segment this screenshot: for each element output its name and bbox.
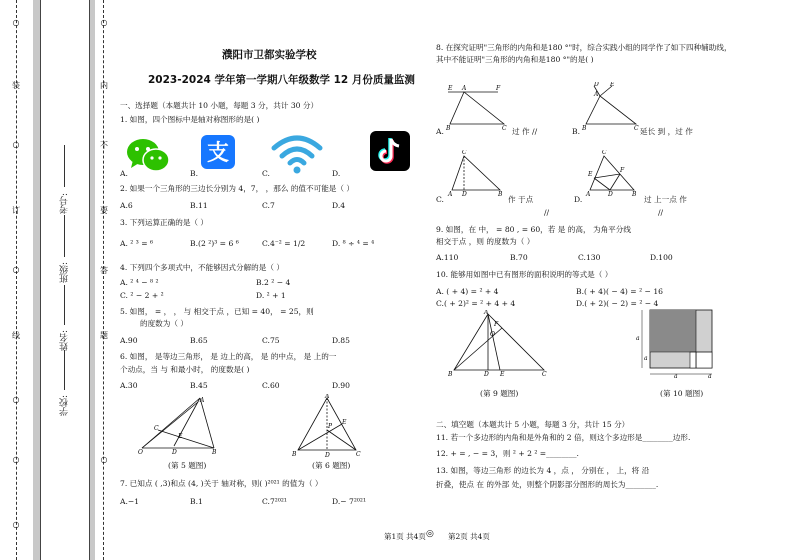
- cut-char: 内: [100, 81, 108, 90]
- cut-char: 题: [100, 331, 108, 340]
- svg-text:C: C: [634, 125, 639, 132]
- svg-text:C: C: [542, 371, 547, 378]
- svg-text:E: E: [500, 371, 505, 378]
- q5-option-d: D.85: [332, 336, 350, 345]
- figure-q8-c: [446, 150, 506, 200]
- q8-option-b: 延长 到 ，过 作: [640, 127, 693, 136]
- q12-stem: 12. + = , − = 3，则 ² + 2 ² =________.: [436, 449, 579, 458]
- q2-option-c: C.7: [262, 201, 275, 210]
- q9-option-a: A.110: [436, 253, 459, 262]
- cut-mark: ○: [12, 18, 20, 27]
- figure-q8-d: [584, 150, 644, 200]
- exam-no-label: 考号:: [60, 193, 70, 215]
- svg-text:O: O: [138, 449, 143, 456]
- svg-text:F: F: [620, 167, 625, 174]
- q3-stem: 3. 下列运算正确的是（ ）: [120, 218, 209, 227]
- q1-option-a: A.: [120, 169, 128, 178]
- wechat-icon: [125, 136, 171, 178]
- q8-option-c-letter: C.: [436, 195, 444, 204]
- svg-text:D: D: [608, 191, 613, 196]
- cut-mark: ○: [12, 455, 20, 464]
- cut-mark: ○: [12, 265, 20, 274]
- cut-mark: ○: [12, 520, 20, 529]
- q8-stem-2: 其中不能证明"三角形的内角和是180 °"的是( ): [436, 55, 594, 64]
- svg-text:D: D: [484, 371, 489, 378]
- footer-page-left: 第1页 共4页: [384, 532, 426, 541]
- svg-text:B: B: [292, 451, 297, 458]
- svg-text:E: E: [448, 85, 453, 92]
- q4-option-d: D. ² + 1: [256, 291, 286, 300]
- cut-mark: ○: [100, 455, 108, 464]
- svg-text:D: D: [594, 82, 599, 88]
- svg-text:A: A: [484, 310, 489, 316]
- q9-option-d: D.100: [650, 253, 673, 262]
- cut-char: 订: [12, 206, 20, 215]
- svg-text:A: A: [586, 191, 591, 196]
- svg-text:A: A: [462, 85, 467, 92]
- svg-text:B: B: [582, 125, 587, 132]
- cut-mark: ○: [12, 140, 20, 149]
- cut-mark: ○: [12, 395, 20, 404]
- q6-option-b: B.45: [190, 381, 208, 390]
- q7-option-d: D.− 7²⁰²¹: [332, 497, 367, 506]
- svg-text:P: P: [328, 423, 333, 430]
- figure-q9: [448, 310, 548, 382]
- svg-text:C: C: [602, 150, 607, 156]
- svg-text:a: a: [636, 335, 640, 342]
- q8-option-c: 作 于点: [508, 195, 534, 204]
- svg-text:a: a: [674, 373, 678, 378]
- svg-text:A: A: [325, 394, 330, 400]
- figure-q8-a: [444, 82, 508, 136]
- name-blank: [64, 285, 65, 325]
- svg-text:B: B: [632, 191, 637, 196]
- q4-option-c: C. ² − 2 + ²: [120, 291, 164, 300]
- svg-text:D: D: [325, 452, 330, 459]
- svg-text:C: C: [356, 451, 361, 458]
- svg-text:B: B: [212, 449, 217, 456]
- svg-text:D: D: [172, 449, 177, 456]
- svg-text:B: B: [448, 371, 453, 378]
- cut-mark: ○: [100, 18, 108, 27]
- figure-q5: [138, 396, 218, 460]
- q13-stem-1: 13. 如图，等边三角形 的边长为 4 ，点 ， 分别在 ， 上，将 沿: [436, 466, 650, 475]
- school-label: 学校:: [60, 395, 70, 417]
- q10-stem: 10. 能够用如图中已有图形的面积说明的等式是（ ）: [436, 270, 613, 279]
- q4-option-b: B.2 ² − 4: [256, 278, 291, 287]
- q1-stem: 1. 如图，四个图标中是轴对称图形的是( ): [120, 115, 260, 124]
- q2-stem: 2. 如果一个三角形的三边长分别为 4，7， ，那么 的值不可能是（ ）: [120, 184, 355, 193]
- q9-option-b: B.70: [510, 253, 528, 262]
- exam-no-blank: [64, 145, 65, 187]
- q3-option-c: C.4⁻² = 1/2: [262, 239, 306, 248]
- class-label: 班级:: [60, 262, 70, 284]
- q10-option-b: B.( + 4)( − 4) = ² − 16: [576, 287, 663, 296]
- q5-stem-2: 的度数为（ ）: [140, 319, 188, 328]
- q6-stem-2: 个动点，当 与 和最小时， 的度数是( ): [120, 365, 250, 374]
- figure-q8-b: [580, 82, 640, 136]
- svg-text:O: O: [490, 331, 495, 338]
- svg-text:F: F: [496, 85, 501, 92]
- q10-option-c: C.( + 2)² = ² + 4 + 4: [436, 299, 516, 308]
- q8-option-c-parallel: //: [544, 208, 550, 217]
- q6-stem-1: 6. 如图， 是等边三角形， 是 边上的高， 是 的中点， 是 上的一: [120, 352, 337, 361]
- exam-title: 2023-2024 学年第一学期八年级数学 12 月份质量监测: [148, 74, 415, 86]
- section2-heading: 二、填空题（本题共计 5 小题，每题 3 分，共计 15 分）: [436, 420, 630, 429]
- svg-text:C: C: [462, 150, 467, 156]
- svg-text:D: D: [462, 191, 467, 196]
- q3-option-b: B.(2 ²)³ = 6 ⁶: [190, 239, 239, 248]
- figure-q10: [634, 306, 718, 382]
- svg-text:E: E: [342, 419, 347, 426]
- figure-q9-caption: (第 9 题图): [480, 389, 519, 398]
- figure-q6-caption: (第 6 题图): [312, 461, 351, 470]
- cut-char: 线: [12, 331, 20, 340]
- cut-char: 不: [100, 141, 108, 150]
- q2-option-a: A.6: [120, 201, 133, 210]
- svg-text:a: a: [708, 373, 712, 378]
- q8-option-d-letter: D.: [574, 195, 583, 204]
- svg-text:C: C: [154, 425, 159, 432]
- class-blank: [64, 215, 65, 257]
- q9-stem-1: 9. 如图，在 中， = 80 , = 60，若 是 的高， 为角平分线: [436, 225, 631, 234]
- q6-option-d: D.90: [332, 381, 350, 390]
- q3-option-d: D. ⁸ ÷ ⁴ = ⁴: [332, 239, 375, 248]
- footer-page-right: 第2页 共4页: [448, 532, 490, 541]
- q5-option-b: B.65: [190, 336, 208, 345]
- tiktok-icon: [370, 131, 410, 175]
- name-label: 姓名:: [60, 330, 70, 352]
- q4-stem: 4. 下列四个多项式中，不能够因式分解的是（ ）: [120, 263, 284, 272]
- q8-option-d-parallel: //: [658, 208, 664, 217]
- q9-stem-2: 相交于点 ，则 的度数为（ ）: [436, 237, 535, 246]
- q6-option-c: C.60: [262, 381, 280, 390]
- svg-text:A: A: [200, 397, 205, 404]
- school-blank: [64, 350, 65, 390]
- q8-option-d: 过 上一点 作: [644, 195, 687, 204]
- q8-option-a-letter: A.: [436, 127, 444, 136]
- figure-q6: [292, 394, 362, 464]
- q6-option-a: A.30: [120, 381, 138, 390]
- q2-option-b: B.11: [190, 201, 208, 210]
- q5-option-a: A.90: [120, 336, 138, 345]
- wifi-icon: [270, 132, 324, 178]
- svg-text:支: 支: [206, 141, 230, 166]
- cut-char: 要: [100, 206, 108, 215]
- q1-option-d: D.: [332, 169, 341, 178]
- q1-option-b: B.: [190, 169, 198, 178]
- svg-text:A: A: [594, 91, 599, 98]
- q7-option-b: B.1: [190, 497, 203, 506]
- svg-text:C: C: [502, 125, 507, 132]
- q11-stem: 11. 若一个多边形的内角和是外角和的 2 倍，则这个多边形是________边形.: [436, 433, 691, 442]
- q2-option-d: D.4: [332, 201, 346, 210]
- svg-text:F: F: [494, 321, 499, 328]
- q8-option-a: 过 作 //: [512, 127, 538, 136]
- svg-text:B: B: [446, 125, 451, 132]
- q10-option-a: A. ( + 4) = ² + 4: [436, 287, 499, 296]
- q10-option-d: D.( + 2)( − 2) = ² − 4: [576, 299, 659, 308]
- q7-option-a: A.−1: [120, 497, 140, 506]
- svg-text:B: B: [498, 191, 503, 196]
- q5-option-c: C.75: [262, 336, 280, 345]
- q8-option-b-letter: B.: [572, 127, 580, 136]
- q7-option-c: C.7²⁰²¹: [262, 497, 287, 506]
- q8-stem-1: 8. 在探究证明"三角形的内角和是180 °"时，综合实践小组的同学作了如下四种辅助线，: [436, 43, 732, 52]
- q5-stem-1: 5. 如图， = ， ， 与 相交于点 ，已知 = 40， = 25，则: [120, 307, 314, 316]
- svg-text:A: A: [448, 191, 453, 196]
- school-title: 濮阳市卫都实验学校: [222, 49, 317, 61]
- alipay-icon: [201, 135, 235, 173]
- figure-q10-caption: (第 10 题图): [660, 389, 704, 398]
- q4-option-a: A. ² ⁴ − ⁸ ²: [120, 278, 159, 287]
- svg-text:E: E: [610, 82, 615, 88]
- svg-text:E: E: [588, 171, 593, 178]
- q3-option-a: A. ² ³ = ⁶: [120, 239, 154, 248]
- figure-q5-caption: (第 5 题图): [168, 461, 207, 470]
- cut-char: 装: [12, 81, 20, 90]
- q1-option-c: C.: [262, 169, 270, 178]
- q13-stem-2: 折叠，使点 在 的外部 处，则整个阴影部分图形的周长为________.: [436, 480, 659, 489]
- binding-margin: [0, 0, 110, 560]
- section1-heading: 一、选择题（本题共计 10 小题，每题 3 分，共计 30 分）: [120, 101, 319, 110]
- svg-text:E: E: [178, 433, 183, 440]
- q7-stem: 7. 已知点 ( ,3)和点 (4, )关于 轴对称，则( )²⁰²¹ 的值为（ ）: [120, 479, 323, 488]
- cut-char: 答: [100, 266, 108, 275]
- footer-dot: ◎: [426, 529, 434, 539]
- q9-option-c: C.130: [578, 253, 601, 262]
- svg-text:a: a: [644, 355, 648, 362]
